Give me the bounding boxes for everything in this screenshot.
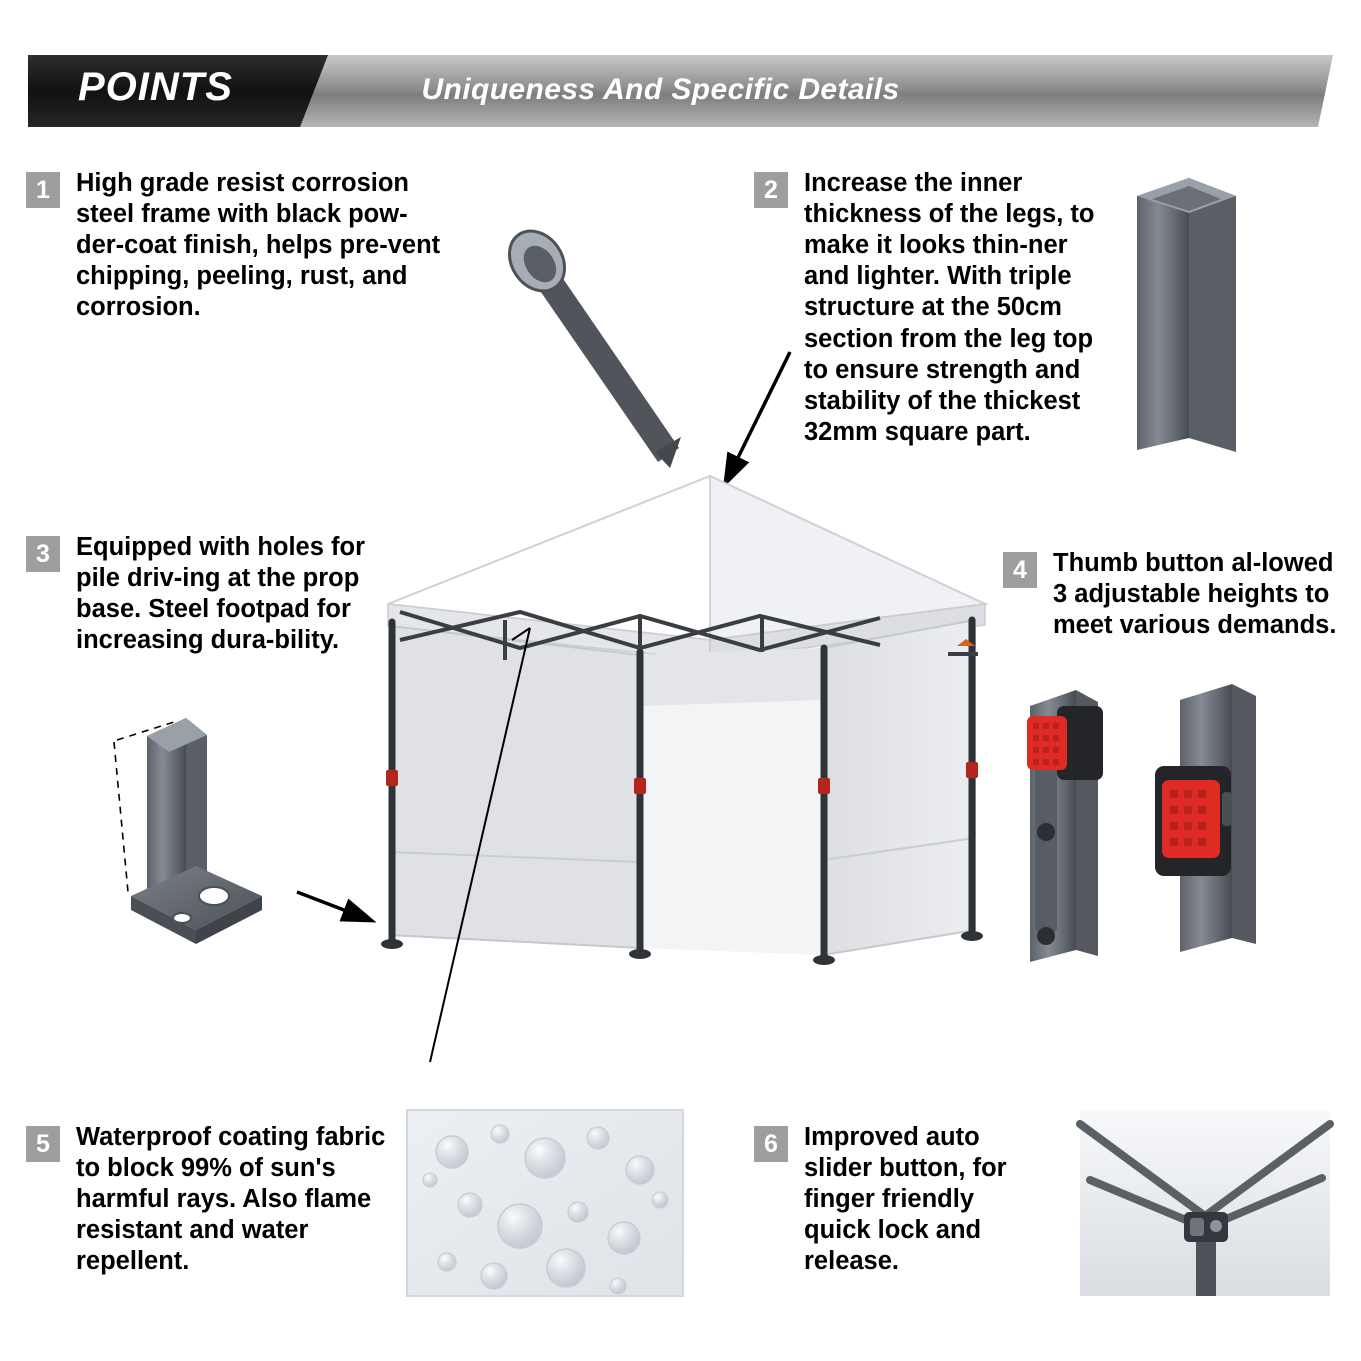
steel-footpad-illustration (114, 718, 262, 944)
header-banner (28, 55, 1333, 127)
point-3-number: 3 (26, 536, 60, 572)
canopy-underside-illustration (1080, 1110, 1330, 1296)
point-4-text: Thumb button al-lowed 3 adjustable heights to meet various demands. (1053, 549, 1337, 640)
brand-logo-mark (948, 639, 978, 656)
banner-title: POINTS (78, 65, 233, 109)
point-4-number: 4 (1003, 552, 1037, 588)
point-2-text: Increase the inner thickness of the legs, to make it looks thin-ner and lighter. With triple structure at the 50cm section from the leg top to ensure strength and stability of the thickest 32mm square part. (804, 169, 1095, 446)
steel-tube-round-illustration (498, 220, 681, 468)
banner-subtitle: Uniqueness And Specific Details (421, 73, 900, 106)
water-beading-fabric-illustration (407, 1110, 683, 1296)
point-1-number: 1 (26, 172, 60, 208)
arrow-point3 (297, 892, 370, 920)
point-5-number: 5 (26, 1126, 60, 1162)
point-6-text: Improved auto slider button, for finger friendly quick lock and release. (804, 1123, 1007, 1276)
canopy-tent-illustration (381, 476, 985, 1062)
arrow-point2 (726, 352, 790, 482)
point-3-text: Equipped with holes for pile driv-ing at the prop base. Steel footpad for increasing dura-bility. (76, 533, 365, 655)
square-leg-tube-illustration (1137, 178, 1236, 452)
point-2-number: 2 (754, 172, 788, 208)
point-5-text: Waterproof coating fabric to block 99% of sun's harmful rays. Also flame resistant and water repellent. (76, 1123, 386, 1276)
thumb-button-illustration (1027, 684, 1256, 962)
point-6-number: 6 (754, 1126, 788, 1162)
point-1-text: High grade resist corrosion steel frame with black pow-der-coat finish, helps pre-vent chipping, peeling, rust, and corrosion. (76, 169, 441, 322)
